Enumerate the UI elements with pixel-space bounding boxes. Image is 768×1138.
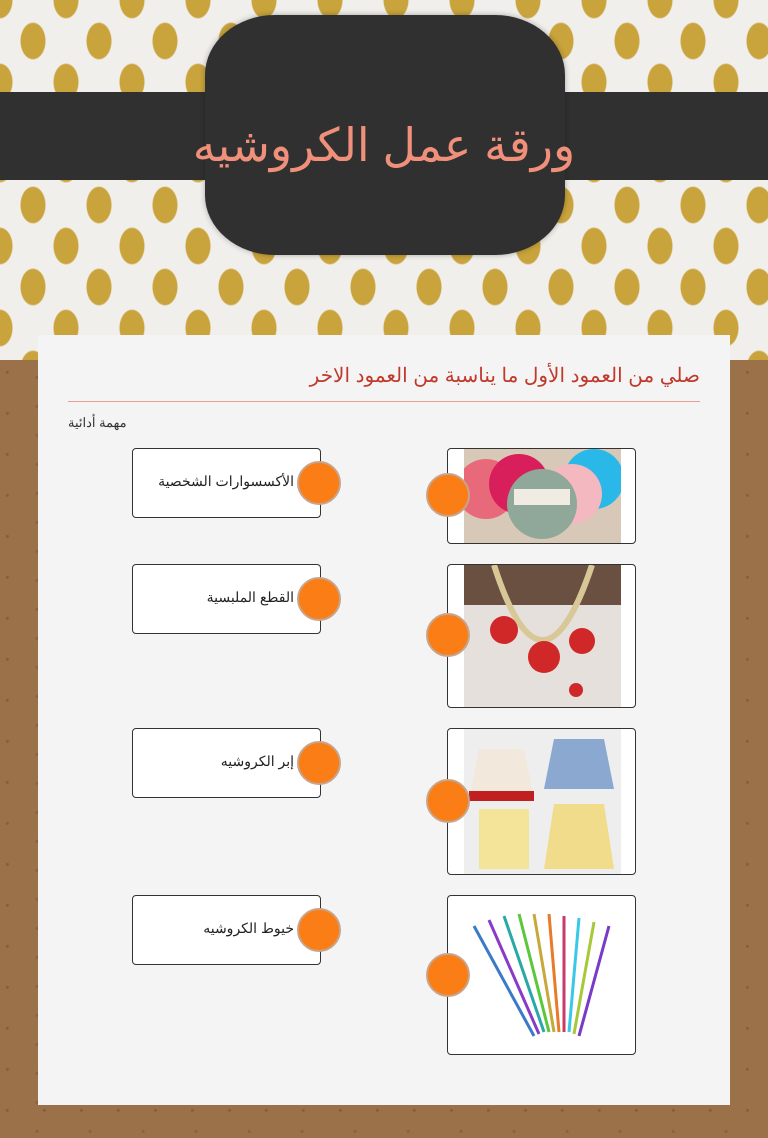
- left-item-label: الأكسسوارات الشخصية: [158, 473, 294, 489]
- left-connector-dot[interactable]: [297, 577, 341, 621]
- left-item[interactable]: [132, 895, 321, 965]
- right-item[interactable]: [447, 895, 636, 1055]
- crochet-necklace-image: [464, 565, 621, 708]
- right-connector-dot[interactable]: [426, 613, 470, 657]
- left-connector-dot[interactable]: [297, 908, 341, 952]
- left-item-label: خيوط الكروشيه: [203, 920, 294, 936]
- right-connector-dot[interactable]: [426, 953, 470, 997]
- page-title: ورقة عمل الكروشيه: [192, 119, 576, 171]
- crochet-hooks-image: [464, 896, 621, 1055]
- right-connector-dot[interactable]: [426, 473, 470, 517]
- task-subtitle: مهمة أدائية: [68, 415, 127, 430]
- question-text: صلي من العمود الأول ما يناسبة من العمود الاخر: [309, 365, 700, 387]
- left-item[interactable]: [132, 728, 321, 798]
- left-item-label: إبر الكروشيه: [220, 753, 294, 769]
- right-item[interactable]: [447, 448, 636, 544]
- right-item[interactable]: [447, 564, 636, 708]
- left-item[interactable]: [132, 564, 321, 634]
- divider: [68, 401, 700, 402]
- worksheet-card: [38, 335, 730, 1105]
- right-connector-dot[interactable]: [426, 779, 470, 823]
- left-item[interactable]: [132, 448, 321, 518]
- left-connector-dot[interactable]: [297, 461, 341, 505]
- left-item-label: القطع الملبسية: [206, 589, 294, 605]
- right-item[interactable]: [447, 728, 636, 875]
- crochet-dresses-image: [464, 729, 621, 875]
- left-connector-dot[interactable]: [297, 741, 341, 785]
- yarn-balls-image: [464, 449, 621, 544]
